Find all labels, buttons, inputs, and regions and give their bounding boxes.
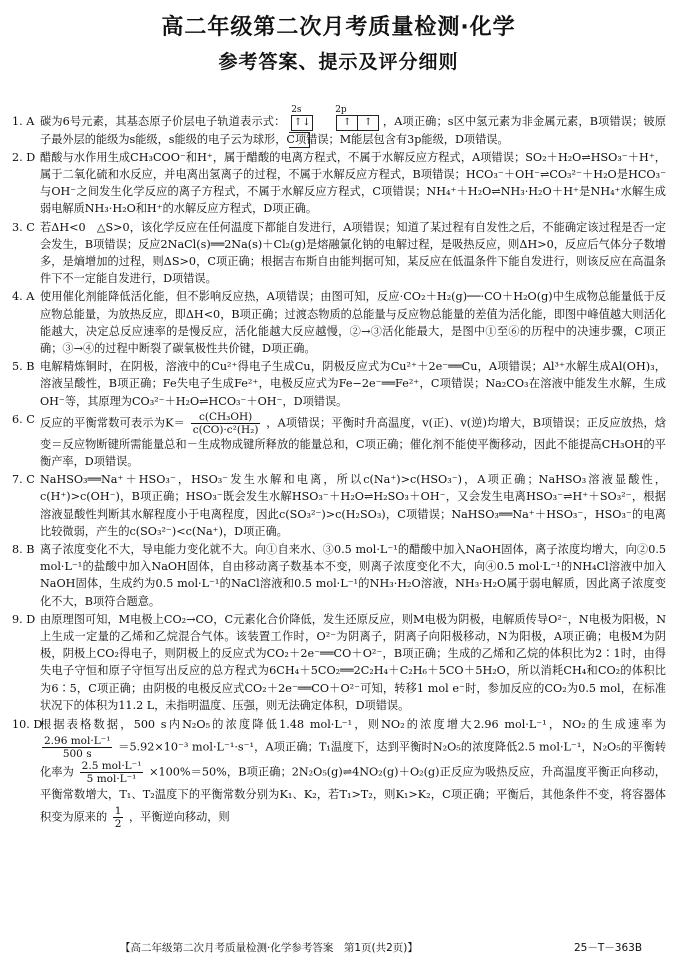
item-number: 4. A bbox=[12, 290, 35, 304]
answer-item-6 bbox=[12, 411, 666, 470]
item-text: ，A项错误；平衡时升高温度，v(正)、v(逆)均增大，B项错误；正反应放热，焓变＝反应物断键所需能量总和－生成物成键所释放的能量总和，C项正确；催化剂不能使平衡移动，因此不能提高CH₃OH的平衡产率，D项错误。 bbox=[40, 416, 667, 468]
orbital-label-2s: 2s bbox=[291, 104, 302, 115]
conversion-fraction bbox=[80, 760, 144, 785]
orbital-label-2p: 2p bbox=[335, 104, 347, 115]
footer-code: 25－T－363B bbox=[574, 942, 643, 954]
item-text: 根据表格数据，500 s内N₂O₅的浓度降低1.48 mol·L⁻¹，则NO₂的浓度增大2.96 mol·L⁻¹，NO₂的生成速率为 bbox=[40, 718, 666, 731]
fraction-numerator: c(CH₃OH) bbox=[191, 411, 261, 424]
half-fraction bbox=[113, 805, 124, 830]
item-text: 离子浓度变化不大，导电能力变化就不大。向①自来水、③0.5 mol·L⁻¹的醋酸中加入NaOH固体，离子浓度均增大，向②0.5 mol·L⁻¹的盐酸中加入NaOH固体，自由移动离子数基本不变，则离子浓度变化不大，向④0.5 mol·L⁻¹的NH₄Cl溶液中加入NaOH固体，生成约为0.5 mol·L⁻¹的NaCl溶液和0.5 mol·L⁻¹的NH₃·H₂O溶液，NH₃·H₂O属于弱电解质，因此离子浓度变化不大，B项符合题意。 bbox=[40, 542, 666, 608]
item-text: 碳为6号元素，其基态原子价层电子轨道表示式： bbox=[40, 115, 286, 128]
answer-item-4 bbox=[12, 288, 666, 357]
answer-item-8 bbox=[12, 541, 666, 610]
item-number: 5. B bbox=[12, 360, 35, 374]
answer-item-10 bbox=[12, 715, 666, 830]
fraction-denominator: 500 s bbox=[62, 748, 92, 760]
fraction-numerator: 2.5 mol·L⁻¹ bbox=[81, 760, 142, 772]
page-subtitle: 参考答案、提示及评分细则 bbox=[218, 51, 459, 73]
item-text: ＝5.92×10⁻³ mol·L⁻¹·s⁻¹，A项正确；T₁温度下，达到平衡时N₂O₅的浓度降低2.5 mol·L⁻¹，N₂O₅的平衡转化率为 bbox=[40, 740, 667, 779]
item-number: 10. D bbox=[12, 718, 43, 731]
answer-item-1 bbox=[12, 104, 667, 148]
answer-item-3 bbox=[12, 219, 666, 288]
item-text: NaHSO₃══Na⁺＋HSO₃⁻，HSO₃⁻发生水解和电离，所以c(Na⁺)>c(HSO₃⁻)，A项正确；NaHSO₃溶液显酸性，c(H⁺)>c(OH⁻)，B项正确；HSO₃⁻既会发生水解HSO₃⁻＋H₂O⇌H₂SO₃＋OH⁻，又会发生电离HSO₃⁻⇌H⁺＋SO₃²⁻，根据溶液显酸性判断其水解程度小于电离程度，因此c(SO₃²⁻)>c(H₂SO₃)，C项错误；NaHSO₃══Na⁺＋HSO₃⁻，HSO₃⁻的电离比较微弱，产生的c(SO₃²⁻)<c(Na⁺)，D项正确。 bbox=[40, 473, 666, 538]
item-number: 7. C bbox=[12, 473, 35, 487]
footer-page-info: 【高二年级第二次月考质量检测·化学参考答案 第1页(共2页)】 bbox=[120, 942, 418, 954]
page-title: 高二年级第二次月考质量检测·化学 bbox=[161, 15, 516, 40]
rate-fraction bbox=[42, 735, 112, 760]
orbital-box-2s: ↑↓ bbox=[291, 115, 313, 131]
fraction-numerator: 1 bbox=[114, 805, 122, 817]
item-text: 使用催化剂能降低活化能，但不影响反应热，A项错误；由图可知，反应·CO₂＋H₂(g)──·CO＋H₂O(g)中生成物总能量低于反应物总能量，为放热反应，即ΔH<0，B项正确；过渡态物质的总能量与反应物总能量的差值为活化能，即图中峰值越大则活化能越大，决定总反应速率的是慢反应，活化能越大反应越慢，②→③活化能最大，是图中①至⑥的历程中的决速步骤，C项正确；③→④的过程中断裂了碳氧极性共价键，D项正确。 bbox=[40, 290, 666, 355]
item-text: ，平衡逆向移动，则 bbox=[128, 810, 230, 824]
orbital-box-2p-1: ↑ bbox=[336, 115, 358, 131]
item-number: 3. C bbox=[12, 220, 35, 234]
item-number: 8. B bbox=[12, 542, 35, 556]
item-number: 1. A bbox=[12, 115, 35, 128]
item-text: 由原理图可知，M电极上CO₂→CO，C元素化合价降低，发生还原反应，则M电极为阴极，电解质传导O²⁻，N电极为阳极，N上生成一定量的乙烯和乙烷混合气体。该装置工作时，O²⁻为阴离子，阴离子向阳极移动，N为阳极，A项正确；电极M为阴极，阴极上CO₂得电子，则阴极上的反应式为CO₂＋2e⁻══CO＋O²⁻，B项正确；生成的乙烯和乙烷的体积比为2∶1时，由得失电子守恒和原子守恒写出反应的总方程式为6CH₄＋5CO₂══2C₂H₄＋C₂H₆＋5CO＋5H₂O，所以消耗CH₄和CO₂的体积比为6∶5，C项正确；由阴极的电极反应式CO₂＋2e⁻══CO＋O²⁻可知，转移1 mol e⁻时，参加反应的CO₂为0.5 mol，在标准状况下的体积为11.2 L，未指明温度、压强，则无法确定体积，D项错误。 bbox=[40, 612, 666, 712]
item-text: ×100%＝50%，B项正确；2N₂O₅(g)⇌4NO₂(g)＋O₂(g)正反应为吸热反应，升高温度平衡正向移动，平衡常数增大，T₁、T₂温度下的平衡常数分别为K₁、K₂，若T₁>T₂，则K₁>K₂，C项正确；平衡后，其他条件不变，将容器体积变为原来的 bbox=[40, 765, 666, 824]
item-text: 反应的平衡常数可表示为K＝ bbox=[40, 416, 185, 430]
answer-item-7 bbox=[12, 471, 666, 540]
fraction-denominator: 5 mol·L⁻¹ bbox=[86, 773, 137, 785]
orbital-box-2p-2: ↑ bbox=[358, 115, 379, 131]
item-number: 9. D bbox=[12, 612, 36, 626]
answer-item-2 bbox=[12, 149, 666, 218]
item-text: ，A项正确；s区中氢元素为非金属元素，B项错误；铍原子最外层的能级为s能级，s能级的电子云为球形，C项错误；M能层包含有3p能级，D项错误。 bbox=[40, 115, 667, 146]
item-text: 电解精炼铜时，在阴极，溶液中的Cu²⁺得电子生成Cu，阴极反应式为Cu²⁺＋2e⁻══Cu，A项错误；Al³⁺水解生成Al(OH)₃，溶液呈酸性，B项正确；Fe失电子生成Fe²⁺，电极反应式为Fe−2e⁻══Fe²⁺，C项错误；Na₂CO₃在溶液中能发生水解，生成OH⁻等，其原理为CO₃²⁻＋H₂O⇌HCO₃⁻＋OH⁻，D项错误。 bbox=[40, 360, 666, 408]
answer-item-5 bbox=[12, 358, 666, 410]
answer-item-9 bbox=[12, 611, 666, 714]
fraction-numerator: 2.96 mol·L⁻¹ bbox=[44, 735, 111, 747]
fraction-denominator: 2 bbox=[114, 818, 122, 830]
answer-list bbox=[12, 104, 667, 831]
item-number: 2. D bbox=[12, 150, 36, 164]
orbital-box-2p-3 bbox=[289, 132, 310, 148]
orbital-diagram bbox=[289, 104, 379, 131]
item-text: 醋酸与水作用生成CH₃COO⁻和H⁺，属于醋酸的电离方程式，不属于水解反应方程式，A项错误；SO₂＋H₂O⇌HSO₃⁻＋H⁺，属于二氧化硫和水反应，并电离出氢离子的过程，不属于水解反应方程式，B项错误；HCO₃⁻＋OH⁻⇌CO₃²⁻＋H₂O是HCO₃⁻与OH⁻之间发生化学反应的离子方程式，不属于水解反应方程式，C项错误；NH₄⁺＋H₂O⇌NH₃·H₂O＋H⁺是NH₄⁺水解生成弱电解质NH₃·H₂O和H⁺的水解反应方程式，D项正确。 bbox=[40, 150, 666, 216]
item-text: 若ΔH<0 △S>0，该化学反应在任何温度下都能自发进行，A项错误；知道了某过程有自发性之后，不能确定该过程是否一定会发生，B项错误；反应2NaCl(s)══2Na(s)＋Cl₂(g)是熔融氯化钠的电解过程，是吸热反应，则ΔH>0，反应后气体分子数增多，是熵增加的过程，则ΔS>0，C项正确；根据吉布斯自由能判据可知，某反应在低温条件下能自发进行，则该反应在高温条件下不一定能自发进行，D项错误。 bbox=[40, 220, 666, 286]
item-number: 6. C bbox=[12, 412, 35, 426]
equilibrium-constant-fraction bbox=[191, 411, 261, 436]
fraction-denominator: c(CO)·c²(H₂) bbox=[192, 423, 259, 436]
